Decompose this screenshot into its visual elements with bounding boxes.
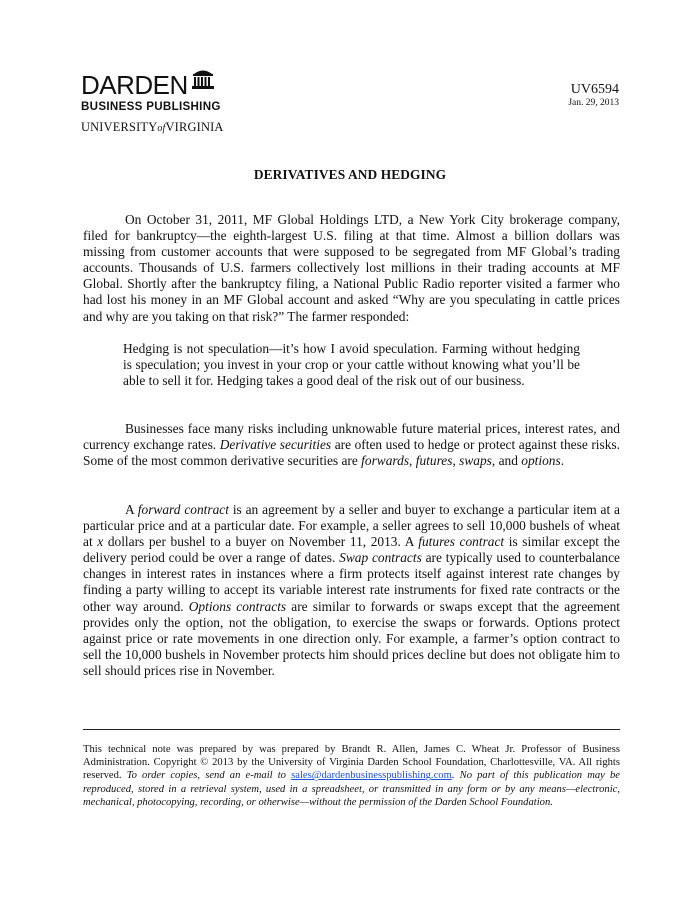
p2-term-options: options [521, 453, 561, 469]
paragraph-intro-text: On October 31, 2011, MF Global Holdings LTD, a New York City brokerage company, filed for bankruptcy—the eighth-largest U.S. filing at that time. Almost a billion dollars was missing from customer accounts that were supposed to be segregated from MF Global’s trading accounts. Thousands of U.S. farmers collectively lost millions in their trading accounts at MF Global. Shortly after the bankruptcy filing, a National Public Radio reporter visited a farmer who had lost his money in an MF Global account and asked “Why are you speculating in cattle prices and why are you taking on that risk?” The farmer responded: [83, 212, 620, 324]
p2-text-a: Businesses face many risks including unknowable future material prices, interest rates, and currency exchange rates. [83, 421, 620, 453]
p3-text-a: A [125, 502, 138, 517]
p2-text-k: . [560, 453, 565, 469]
p3-text-c: is an agreement by a seller and buyer to exchange a particular item at a particular price and at a particular date. For example, a seller agrees to sell 10,000 bushels of wheat at [83, 502, 620, 550]
p2-text-c: are often used to hedge or protect against these risks. Some of the most common derivative securities are [83, 437, 620, 469]
p3-term-options-contracts: Options contracts [188, 598, 287, 614]
p2-text-i: , and [491, 453, 522, 469]
case-identifier [568, 82, 619, 109]
p3-text-e: dollars per bushel to a buyer on November 11, 2013. A [103, 534, 419, 550]
p3-term-x: x [97, 534, 104, 550]
document-title: DERIVATIVES AND HEDGING [253, 167, 447, 182]
p3-term-futures-contract: futures contract [418, 534, 505, 550]
p2-term-forwards: forwards [361, 453, 410, 469]
logo-university-b: VIRGINIA [165, 120, 224, 134]
farmer-quote: Hedging is not speculation—it’s how I avoid speculation. Farming without hedging is speculation; you invest in your crop or your cattle without knowing what you’ll be able to sell it for. Hedging takes a good deal of the risk out of our business. [123, 341, 580, 389]
p3-term-swap-contracts: Swap contracts [339, 550, 422, 566]
case-code: UV6594 [570, 82, 619, 97]
case-date: Jan. 29, 2013 [568, 98, 619, 108]
p2-term-swaps: swaps [459, 453, 492, 469]
p2-text-e: , [409, 453, 416, 469]
p2-term-futures: futures [415, 453, 453, 469]
p3-text-i: are typically used to counterbalance changes in interest rates in instances where a firm protects itself against interest rate changes by finding a party willing to accept its variable interest rate instruments for fixed rate contracts or the other way around. [83, 550, 621, 614]
paragraph-intro [83, 212, 620, 325]
p3-text-k: are similar to forwards or swaps except that the agreement provides only the option, not the obligation, to exercise the swaps or forwards. Options protect against price or rate movements in one direction only. For example, a farmer’s option contract to sell the 10,000 bushels in November protects him should prices decline but does not obligate him to sell should prices rise in November. [83, 598, 620, 678]
footnote-order-text: To order copies, send an e-mail to [126, 770, 292, 782]
copyright-footnote [83, 743, 620, 809]
logo-darden-text: DARDEN [81, 70, 188, 100]
logo-university-a: UNIVERSITY [81, 120, 158, 134]
logo-university [81, 121, 231, 135]
footnote-divider [83, 729, 620, 730]
footnote-text-a: This technical note was prepared by was prepared by Brandt R. Allen, James C. Wheat Jr. Professor of Business Administration. Copyright © 2013 by the University of Virginia Darden School Foundation, Charlottesville, VA. All rights reserved. [83, 744, 620, 782]
darden-logo [81, 70, 231, 136]
logo-wordmark-row [81, 70, 231, 98]
p3-text-g: is similar except the delivery period could be over a range of dates. [83, 534, 620, 566]
order-email-link[interactable]: sales@dardenbusinesspublishing.com [291, 770, 452, 782]
rotunda-icon [191, 66, 215, 95]
paragraph-contracts [83, 502, 620, 679]
p3-term-forward-contract: forward contract [137, 502, 229, 517]
p2-term-derivatives: Derivative securities [219, 437, 332, 453]
paragraph-risks [83, 421, 620, 469]
p2-text-g: , [452, 453, 460, 469]
logo-business-publishing: BUSINESS PUBLISHING [81, 100, 221, 113]
logo-university-of: of [157, 123, 166, 134]
footnote-rights-text: . No part of this publication may be reproduced, stored in a retrieval system, used in a spreadsheet, or transmitted in any form or by any means—electronic, mechanical, photocopying, recording, or otherwise—without the permission of the Darden School Foundation. [83, 770, 620, 808]
